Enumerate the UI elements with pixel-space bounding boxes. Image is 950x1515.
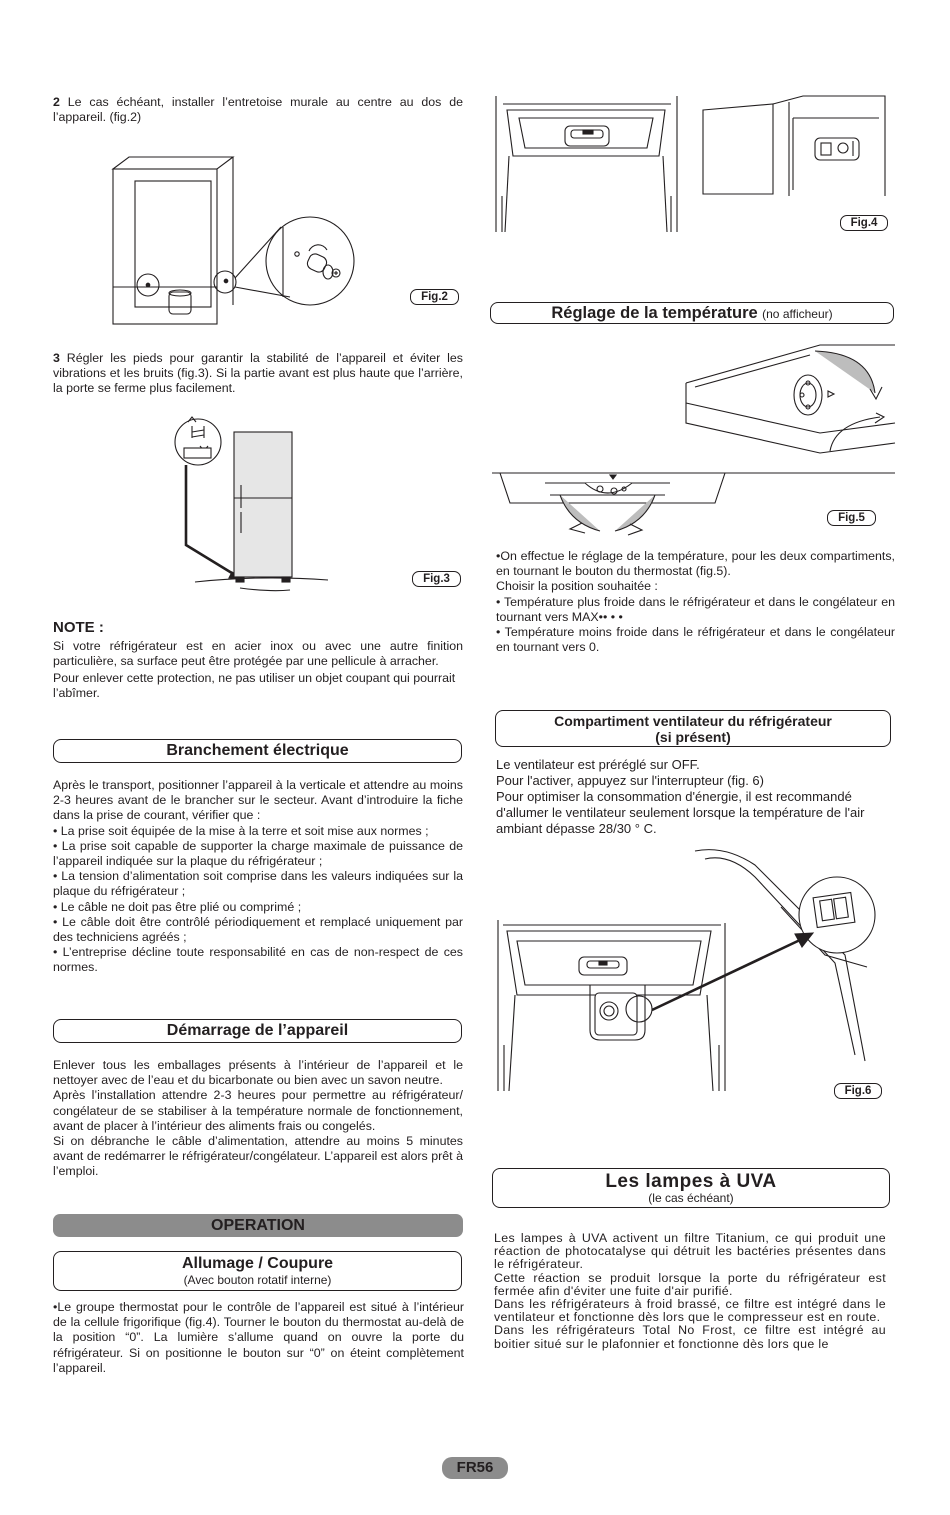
section-reglage-header [490, 302, 894, 324]
branchement-bullet: • Le câble ne doit pas être plié ou comprimé ; [53, 899, 302, 914]
uva-paragraph-3: Dans les réfrigérateurs à froid brassé, ce filtre est intégré dans le ventilateur et fonctionne dès lors que le compresseur est en route. [494, 1297, 886, 1325]
figure-5-illustration [490, 343, 895, 533]
section-reglage-title: Réglage de la température [551, 304, 758, 322]
step-3-body: Régler les pieds pour garantir la stabilité de l’appareil et éviter les vibrations et les bruits (fig.3). Si la partie avant est plus haute que l’arrière, la porte se ferme plus facilement. [53, 351, 463, 396]
branchement-intro: Après le transport, positionner l’appareil à la verticale et attendre au moins 2-3 heures avant de le brancher sur le secteur. Avant d’introduire la fiche dans la prise de courant, vérifier que : [53, 778, 463, 823]
section-uva-header [492, 1168, 890, 1208]
uva-body [494, 1232, 886, 1351]
figure-4-label: Fig.4 [840, 215, 888, 231]
section-allumage-subtitle: (Avec bouton rotatif interne) [183, 1273, 332, 1287]
ventilateur-body [496, 757, 888, 837]
section-uva-title: Les lampes à UVA [605, 1171, 777, 1192]
note-paragraph-1: Si votre réfrigérateur est en acier inox ou avec une autre finition particulière, sa surface peut être protégée par une pellicule à arracher. [53, 639, 463, 669]
section-ventilateur-header [495, 710, 891, 747]
section-allumage-header [53, 1251, 462, 1291]
figure-4-illustration [493, 96, 893, 236]
figure-6-label: Fig.6 [834, 1083, 882, 1099]
ventilateur-paragraph-1: Le ventilateur est préréglé sur OFF. [496, 757, 700, 772]
section-allumage-title: Allumage / Coupure [181, 1255, 334, 1272]
reglage-paragraph-1: •On effectue le réglage de la température, pour les deux compartiments, en tournant le bouton du thermostat (fig.5). [496, 549, 895, 579]
ventilateur-paragraph-2: Pour l'activer, appuyez sur l'interrupteur (fig. 6) [496, 773, 764, 788]
step-3-text [53, 351, 463, 397]
step-2-body: Le cas échéant, installer l’entretoise murale au centre au dos de l’appareil. (fig.2) [53, 95, 463, 125]
operation-banner [53, 1214, 463, 1237]
reglage-paragraph-2: Choisir la position souhaitée : [496, 579, 658, 594]
uva-paragraph-1: Les lampes à UVA activent un filtre Titanium, ce qui produit une réaction de photocatalyse qui détruit les bactéries présentes dans le réfrigérateur. [494, 1231, 886, 1272]
demarrage-paragraph-3: Si on débranche le câble d’alimentation, attendre au moins 5 minutes avant de redémarrer le réfrigérateur/congélateur. L’appareil est alors prêt à l’emploi. [53, 1134, 463, 1179]
reglage-body [496, 549, 895, 655]
note-title: NOTE : [53, 619, 104, 636]
branchement-bullet: • La prise soit équipée de la mise à la terre et soit mise aux normes ; [53, 823, 429, 838]
page-number-badge [442, 1457, 508, 1479]
reglage-paragraph-4: • Température moins froide dans le réfrigérateur et dans le congélateur en tournant vers 0. [496, 625, 895, 655]
figure-3-illustration [170, 410, 330, 595]
section-branchement-header [53, 739, 462, 763]
note-paragraph-2: Pour enlever cette protection, ne pas utiliser un objet coupant qui pourrait l’abîmer. [53, 671, 456, 701]
allumage-paragraph: •Le groupe thermostat pour le contrôle de l’appareil est situé à l’intérieur de la cellule frigorifique (fig.4). Tourner le bouton du thermostat au-delà de la position “0”. La lumière s’allume quand on ouvre la porte du réfrigérateur. Si on positionne le bouton sur “0” on éteint complètement l’appareil. [53, 1300, 464, 1375]
reglage-paragraph-3: • Température plus froide dans le réfrigérateur et dans le congélateur en tournant vers MAX•• • • [496, 594, 895, 624]
uva-paragraph-2: Cette réaction se produit lorsque la porte du réfrigérateur est fermée afin d'éviter une fuite d'air purifié. [494, 1270, 886, 1298]
branchement-bullet: • La prise soit capable de supporter la charge maximale de puissance de l’appareil indiquée sur la plaque du réfrigérateur ; [53, 838, 463, 869]
branchement-bullet: • L’entreprise décline toute responsabilité en cas de non-respect de ces normes. [53, 945, 463, 975]
branchement-bullet: • La tension d’alimentation soit comprise dans les valeurs indiquées sur la plaque du réfrigérateur ; [53, 869, 463, 899]
step-3-number: 3 [53, 351, 60, 365]
section-demarrage-header [53, 1019, 462, 1043]
step-2-number: 2 [53, 95, 60, 109]
demarrage-paragraph-1: Enlever tous les emballages présents à l’intérieur de l’appareil et le nettoyer avec de l’eau et du bicarbonate ou bien avec un savon neutre. [53, 1058, 463, 1088]
figure-2-label: Fig.2 [410, 289, 459, 305]
branchement-body [53, 778, 463, 976]
section-ventilateur-title-line-1: Compartiment ventilateur du réfrigérateur [554, 713, 832, 729]
figure-5-label: Fig.5 [827, 510, 876, 526]
section-ventilateur-title-line-2: (si présent) [655, 729, 731, 745]
figure-2-illustration [105, 155, 365, 330]
section-uva-subtitle: (le cas échéant) [648, 1191, 734, 1205]
figure-6-illustration [495, 845, 890, 1095]
operation-title: OPERATION [211, 1217, 305, 1234]
section-reglage-subtitle: (no afficheur) [762, 307, 833, 321]
branchement-bullet: • Le câble doit être contrôlé périodiquement et remplacé uniquement par des techniciens agréés ; [53, 914, 463, 945]
page-number: FR56 [456, 1459, 494, 1476]
section-demarrage-title: Démarrage de l’appareil [166, 1022, 349, 1039]
step-2-text [53, 95, 463, 125]
ventilateur-paragraph-3: Pour optimiser la consommation d'énergie, il est recommandé d'allumer le ventilateur seulement lorsque la température de l'air ambiant dépasse 28/30 ° C. [496, 789, 865, 836]
uva-paragraph-4: Dans les réfrigérateurs Total No Frost, ce filtre est intégré au boitier situé sur le plafonnier et fonctionne dès lors que le [494, 1323, 886, 1351]
section-branchement-title: Branchement électrique [166, 742, 349, 759]
figure-3-label: Fig.3 [412, 571, 461, 587]
demarrage-body [53, 1058, 463, 1180]
demarrage-paragraph-2: Après l’installation attendre 2-3 heures pour permettre au réfrigérateur/ congélateur de se stabiliser à la température normale de fonctionnement, avant de placer à l’intérieur des aliments frais ou congelés. [53, 1088, 463, 1133]
